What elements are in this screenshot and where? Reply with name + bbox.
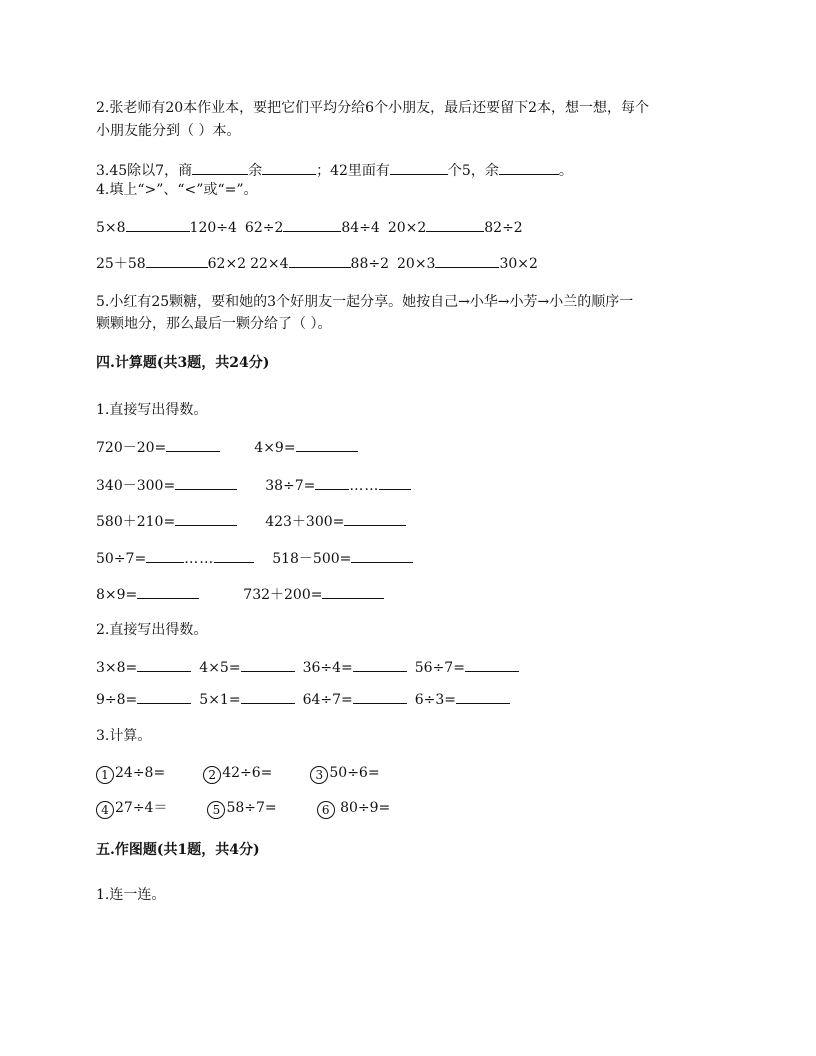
expression: 423＋300= <box>265 514 345 530</box>
quotient-blank[interactable] <box>146 548 184 563</box>
s4-q1-row-1 <box>96 437 358 458</box>
s4-q1-row-5 <box>96 584 384 605</box>
circled-number: 1 <box>96 766 114 784</box>
remainder-blank[interactable] <box>214 548 254 563</box>
section-5-title: 五.作图题(共1题，共4分) <box>96 842 260 858</box>
expression: 8×9= <box>96 587 138 603</box>
answer-blank[interactable] <box>241 657 295 672</box>
expression: 38÷7= <box>265 478 316 494</box>
s4-question-3-title: 3.计算。 <box>96 728 152 744</box>
answer-blank[interactable] <box>192 160 248 175</box>
compare-left: 25＋58 <box>96 256 146 272</box>
answer-blank[interactable] <box>175 511 237 526</box>
compare-left: 5×8 <box>96 220 126 236</box>
circled-number: 4 <box>96 801 114 819</box>
question-4-title: 4.填上“>”、“<”或“=”。 <box>96 182 258 198</box>
answer-blank[interactable] <box>137 657 191 672</box>
expression: 720－20= <box>96 440 167 456</box>
question-3 <box>96 160 573 181</box>
s4-q1-row-4 <box>96 548 413 569</box>
q3-text-d: 个5，余 <box>447 163 499 179</box>
answer-blank[interactable] <box>166 437 220 452</box>
q3-text-c: ；42里面有 <box>316 163 390 179</box>
expression: 80÷9= <box>335 800 391 816</box>
expression: 732＋200= <box>243 587 323 603</box>
s4-q3-row-1 <box>96 763 380 784</box>
question-2-line-2: 小朋友能分到（ ）本。 <box>96 123 241 139</box>
compare-right: 120÷4 <box>189 220 237 236</box>
expression: 5×1= <box>199 692 241 708</box>
compare-blank[interactable] <box>435 253 499 268</box>
s4-q1-row-3 <box>96 511 406 532</box>
answer-blank[interactable] <box>351 548 413 563</box>
expression: 42÷6= <box>222 765 273 781</box>
question-5-line-2: 颗颗地分，那么最后一颗分给了（ ）。 <box>96 316 332 332</box>
compare-blank[interactable] <box>146 253 208 268</box>
expression: 50÷7= <box>96 551 147 567</box>
answer-blank[interactable] <box>137 584 199 599</box>
expression: 6÷3= <box>414 692 457 708</box>
answer-blank[interactable] <box>344 511 406 526</box>
compare-blank[interactable] <box>289 253 351 268</box>
expression: 50÷6= <box>329 765 380 781</box>
answer-blank[interactable] <box>296 437 358 452</box>
expression: 580＋210= <box>96 514 176 530</box>
compare-blank[interactable] <box>126 217 190 232</box>
question-4-row-1 <box>96 217 523 238</box>
compare-right: 88÷2 <box>350 256 389 272</box>
compare-right: 62×2 <box>207 256 247 272</box>
expression: 58÷7= <box>226 800 277 816</box>
answer-blank[interactable] <box>241 689 295 704</box>
section-4-title: 四.计算题(共3题，共24分) <box>96 355 270 371</box>
s5-question-1-title: 1.连一连。 <box>96 887 166 903</box>
answer-blank[interactable] <box>353 689 407 704</box>
expression: 4×5= <box>199 660 241 676</box>
s4-q1-row-2 <box>96 475 411 496</box>
answer-blank[interactable] <box>390 160 448 175</box>
answer-blank[interactable] <box>353 657 407 672</box>
answer-blank[interactable] <box>465 657 519 672</box>
compare-blank[interactable] <box>426 217 484 232</box>
remainder-dots: …… <box>184 551 215 567</box>
compare-right: 82÷2 <box>484 220 523 236</box>
compare-left: 22×4 <box>250 256 289 272</box>
compare-right: 84÷4 <box>341 220 380 236</box>
expression: 64÷7= <box>302 692 353 708</box>
s4-q3-row-2 <box>96 798 390 819</box>
expression: 3×8= <box>96 660 138 676</box>
compare-blank[interactable] <box>283 217 341 232</box>
expression: 4×9= <box>254 440 296 456</box>
answer-blank[interactable] <box>137 689 191 704</box>
expression: 9÷8= <box>96 692 138 708</box>
circled-number: 3 <box>310 766 328 784</box>
compare-left: 20×3 <box>397 256 436 272</box>
s4-q2-row-1 <box>96 657 519 678</box>
s4-question-2-title: 2.直接写出得数。 <box>96 622 208 638</box>
expression: 27÷4＝ <box>115 800 168 816</box>
answer-blank[interactable] <box>456 689 510 704</box>
q3-text-a: 3.45除以7，商 <box>96 163 193 179</box>
answer-blank[interactable] <box>175 475 237 490</box>
remainder-dots: …… <box>349 478 380 494</box>
s4-q2-row-2 <box>96 689 510 710</box>
remainder-blank[interactable] <box>379 475 411 490</box>
compare-left: 20×2 <box>387 220 427 236</box>
q3-text-e: 。 <box>558 163 573 179</box>
expression: 36÷4= <box>302 660 353 676</box>
question-4-row-2 <box>96 253 538 274</box>
answer-blank[interactable] <box>322 584 384 599</box>
question-2-line-1: 2.张老师有20本作业本，要把它们平均分给6个小朋友，最后还要留下2本，想一想，每个 <box>96 100 649 116</box>
q3-text-b: 余 <box>248 163 263 179</box>
question-5-line-1: 5.小红有25颗糖，要和她的3个好朋友一起分享。她按自己→小华→小芳→小兰的顺序一 <box>96 294 634 310</box>
answer-blank[interactable] <box>262 160 316 175</box>
expression: 24÷8= <box>115 765 166 781</box>
answer-blank[interactable] <box>499 160 559 175</box>
expression: 518－500= <box>272 551 352 567</box>
compare-right: 30×2 <box>499 256 538 272</box>
circled-number: 5 <box>207 801 225 819</box>
expression: 56÷7= <box>414 660 465 676</box>
expression: 340－300= <box>96 478 176 494</box>
quotient-blank[interactable] <box>315 475 349 490</box>
circled-number: 6 <box>317 801 335 819</box>
compare-left: 62÷2 <box>244 220 284 236</box>
circled-number: 2 <box>203 766 221 784</box>
s4-question-1-title: 1.直接写出得数。 <box>96 402 208 418</box>
